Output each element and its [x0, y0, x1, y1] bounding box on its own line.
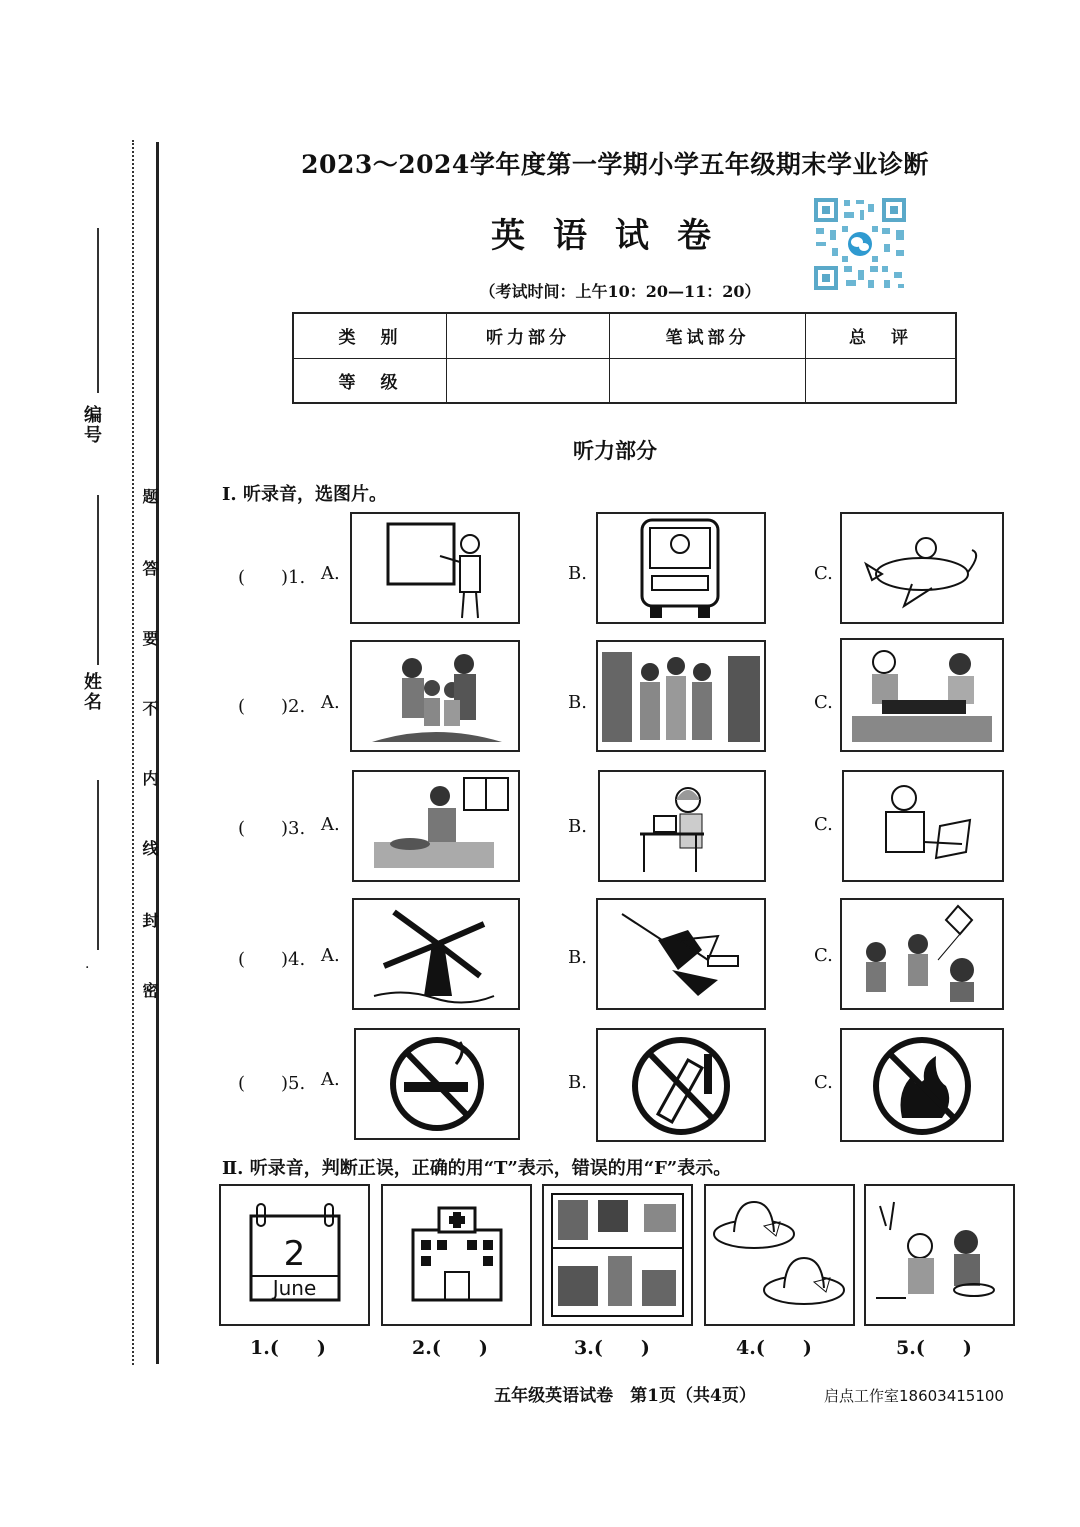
option-label: A. [321, 814, 340, 835]
tf-answer-3[interactable]: 3.( ) [574, 1337, 650, 1359]
number-field-line [97, 228, 99, 393]
option-label: B. [568, 816, 587, 837]
option-label: B. [568, 563, 587, 584]
grade-table-row-label: 等 级 [293, 358, 447, 403]
children-kites-picture[interactable] [840, 898, 1004, 1010]
bus-driver-picture[interactable] [596, 512, 766, 624]
blank-field-mark: · [85, 960, 90, 976]
tf-answer-5[interactable]: 5.( ) [896, 1337, 972, 1359]
binding-line [156, 142, 159, 1364]
seal-char: 不 [140, 700, 159, 716]
pilot-picture[interactable] [840, 512, 1004, 624]
grade-table-header: 听力部分 [447, 313, 610, 358]
map-picture[interactable] [542, 1184, 693, 1326]
calendar-day: 2 [283, 1234, 306, 1274]
chess-picture[interactable] [840, 638, 1004, 752]
question-5-label[interactable]: ( )5. [238, 1073, 306, 1094]
option-label: C. [814, 945, 833, 966]
grade-cell-total[interactable] [806, 358, 957, 403]
number-field-label: 编号 [81, 405, 102, 445]
grade-table [292, 312, 957, 404]
option-label: A. [321, 563, 340, 584]
no-fire-icon[interactable] [840, 1028, 1004, 1142]
seal-char: 答 [140, 560, 159, 576]
girls-picture[interactable] [864, 1184, 1015, 1326]
question-4-label[interactable]: ( )4. [238, 949, 306, 970]
option-label: A. [321, 945, 340, 966]
footer-credit: 启点工作室18603415100 [824, 1387, 1004, 1405]
option-label: A. [321, 692, 340, 713]
laptop-picture[interactable] [842, 770, 1004, 882]
dotted-fold-line [132, 140, 134, 1365]
section-title: 听力部分 [573, 438, 657, 463]
option-label: B. [568, 692, 587, 713]
reading-picture[interactable] [598, 770, 766, 882]
option-label: C. [814, 692, 833, 713]
grade-cell-writing[interactable] [610, 358, 806, 403]
class-field-line [97, 780, 99, 950]
option-label: B. [568, 947, 587, 968]
family-picture[interactable] [350, 640, 520, 752]
grade-table-header: 类 别 [293, 313, 447, 358]
seal-char: 内 [140, 770, 159, 786]
name-field-line [97, 495, 99, 665]
option-label: C. [814, 563, 833, 584]
part2-instruction: Ⅱ. 听录音，判断正误，正确的用“T”表示，错误的用“F”表示。 [222, 1158, 732, 1179]
kite-picture[interactable] [596, 898, 766, 1010]
option-label: A. [321, 1069, 340, 1090]
grade-cell-listening[interactable] [447, 358, 610, 403]
subject-title: 英语试卷 [491, 216, 739, 256]
option-label: B. [568, 1072, 587, 1093]
qr-code-icon [812, 196, 908, 292]
exam-title: 2023～2024学年度第一学期小学五年级期末学业诊断 [301, 150, 929, 179]
seal-char: 密 [140, 982, 159, 998]
teacher-picture[interactable] [350, 512, 520, 624]
name-field-label: 姓名 [81, 672, 102, 712]
part1-instruction: Ⅰ. 听录音，选图片。 [222, 484, 387, 505]
cooking-picture[interactable] [352, 770, 520, 882]
hospital-picture[interactable] [381, 1184, 532, 1326]
windmill-picture[interactable] [352, 898, 520, 1010]
no-smoking-icon[interactable] [354, 1028, 520, 1140]
option-label: C. [814, 814, 833, 835]
page-footer: 五年级英语试卷 第1页（共4页） [494, 1386, 756, 1406]
friends-picture[interactable] [596, 640, 766, 752]
question-2-label[interactable]: ( )2. [238, 696, 306, 717]
exam-time: （考试时间：上午10：20—11：20） [479, 282, 761, 301]
seal-char: 要 [140, 630, 159, 646]
no-littering-icon[interactable] [596, 1028, 766, 1142]
tf-answer-4[interactable]: 4.( ) [736, 1337, 812, 1359]
calendar-month: June [272, 1276, 317, 1300]
seal-char: 线 [140, 840, 159, 856]
hats-picture[interactable] [704, 1184, 855, 1326]
option-label: C. [814, 1072, 833, 1093]
calendar-picture[interactable] [219, 1184, 370, 1326]
tf-answer-1[interactable]: 1.( ) [250, 1337, 326, 1359]
grade-table-header: 总 评 [806, 313, 957, 358]
seal-char: 封 [140, 912, 159, 928]
grade-table-header: 笔试部分 [610, 313, 806, 358]
seal-char: 题 [140, 488, 159, 504]
question-1-label[interactable]: ( )1. [238, 567, 306, 588]
tf-answer-2[interactable]: 2.( ) [412, 1337, 488, 1359]
question-3-label[interactable]: ( )3. [238, 818, 306, 839]
